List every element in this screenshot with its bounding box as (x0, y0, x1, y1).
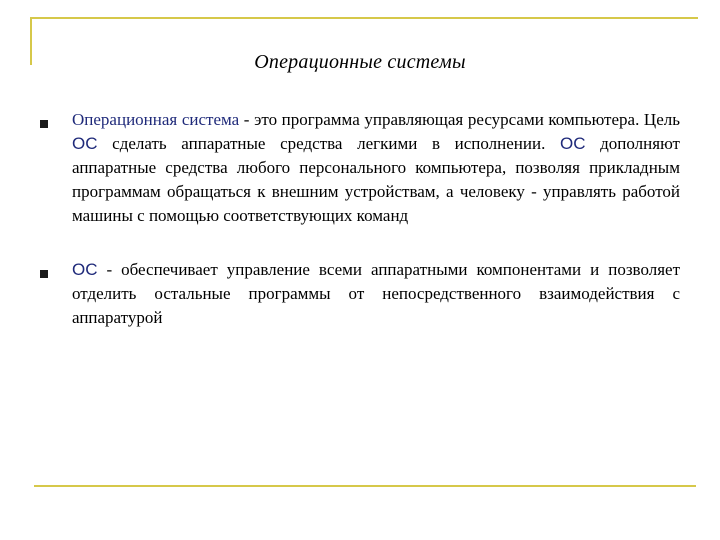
bullet-text-part: - это программа управляющая ресурсами компьютера. Цель (239, 110, 680, 129)
slide-title: Операционные системы (254, 51, 466, 73)
bullet-text-part: дополняют аппаратные средства любого персонального компьютера, позволяя прикладным программам обращаться к внешним устройствам, а человеку - управлять работой машины с помощью соответствующих команд (72, 134, 680, 225)
square-bullet-icon (40, 270, 48, 278)
bullet-text (72, 108, 680, 228)
term-operating-system: Операционная система (72, 110, 240, 129)
bullet-item (40, 258, 680, 330)
term-os: ОС (560, 134, 586, 153)
bullet-text-part: сделать аппаратные средства легкими в исполнении. (97, 134, 560, 153)
top-rule (30, 17, 698, 19)
bullet-text (72, 258, 680, 330)
bottom-rule (34, 485, 696, 487)
bullet-item (40, 108, 680, 228)
bullet-text-part: - обеспечивает управление всеми аппаратными компонентами и позволяет отделить остальные программы от непосредственного взаимодействия с аппаратурой (72, 260, 680, 327)
square-bullet-icon (40, 120, 48, 128)
bullet-list (40, 108, 680, 360)
term-os: ОС (72, 260, 98, 279)
term-os: ОС (72, 134, 98, 153)
